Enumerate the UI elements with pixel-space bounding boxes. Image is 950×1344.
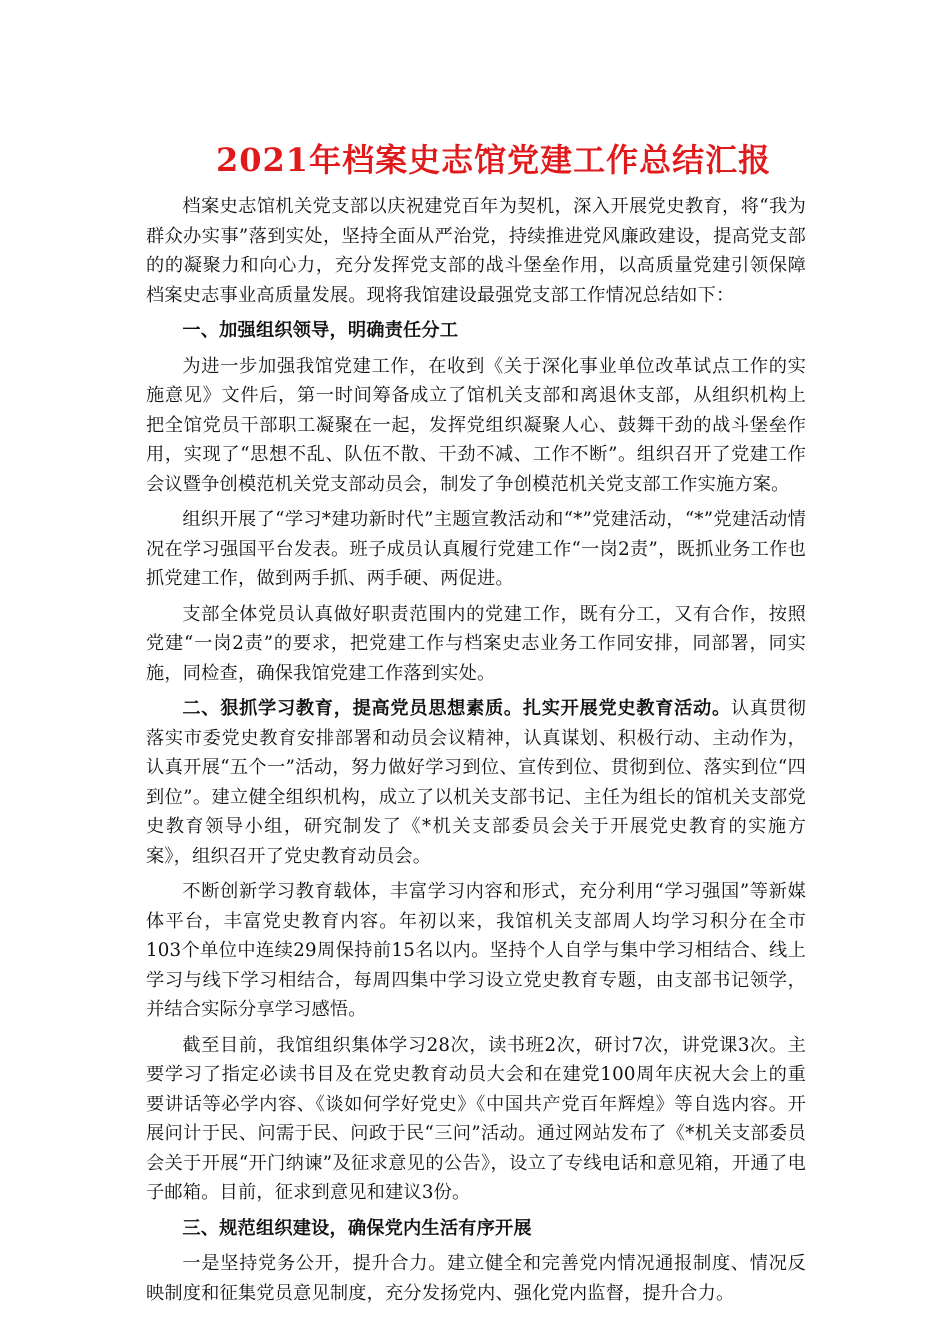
section2-paragraph-1-text: 认真贯彻落实市委党史教育安排部署和动员会议精神，认真谋划、积极行动、主动作为，认真开展“五个一”活动，努力做好学习到位、宣传到位、贯彻到位、落实到位“四到位”。建立健全组织机构，成立了以机关支部书记、主任为组长的馆机关支部党史教育领导小组，研究制发了《*机关支部委员会关于开展党史教育的实施方案》，组织召开了党史教育动员会。 — [146, 698, 806, 867]
section1-paragraph-1: 为进一步加强我馆党建工作，在收到《关于深化事业单位改革试点工作的实施意见》文件后，第一时间筹备成立了馆机关支部和离退休支部，从组织机构上把全馆党员干部职工凝聚在一起，发挥党组织凝聚人心、鼓舞干劲的战斗堡垒作用，实现了“思想不乱、队伍不散、干劲不减、工作不断”。组织召开了党建工作会议暨争创模范机关党支部动员会，制发了争创模范机关党支部工作实施方案。 — [146, 355, 806, 495]
section2-paragraph-1 — [146, 694, 806, 871]
section2-paragraph-2: 不断创新学习教育载体，丰富学习内容和形式，充分利用“学习强国”等新媒体平台，丰富党史教育内容。年初以来，我馆机关支部周人均学习积分在全市103个单位中连续29周保持前15名以内。坚持个人自学与集中学习相结合、线上学习与线下学习相结合，每周四集中学习设立党史教育专题，由支部书记领学，并结合实际分享学习感悟。 — [146, 881, 806, 1020]
section1-heading: 一、加强组织领导，明确责任分工 — [182, 320, 459, 341]
section1-paragraph-3: 支部全体党员认真做好职责范围内的党建工作，既有分工，又有合作，按照党建“一岗2责”的要求，把党建工作与档案史志业务工作同安排，同部署，同实施，同检查，确保我馆党建工作落到实处。 — [146, 603, 806, 684]
section3-heading: 三、规范组织建设，确保党内生活有序开展 — [182, 1217, 532, 1239]
section2-paragraph-3: 截至目前，我馆组织集体学习28次，读书班2次，研讨7次，讲党课3次。主要学习了指定必读书目及在党史教育动员大会和在建党100周年庆祝大会上的重要讲话等必学内容、《谈如何学好党史》《中国共产党百年辉煌》等自选内容。开展问计于民、问需于民、问政于民“三问”活动。通过网站发布了《*机关支部委员会关于开展“开门纳谏”及征求意见的公告》，设立了专线电话和意见箱，开通了电子邮箱。目前，征求到意见和建议3份。 — [146, 1034, 806, 1203]
document-page — [146, 138, 806, 1308]
section3-paragraph-1: 一是坚持党务公开，提升合力。建立健全和完善党内情况通报制度、情况反映制度和征集党员意见制度，充分发扬党内、强化党内监督，提升合力。 — [146, 1253, 806, 1304]
section1-paragraph-2: 组织开展了“学习*建功新时代”主题宣教活动和“*”党建活动，“*”党建活动情况在学习强国平台发表。班子成员认真履行党建工作“一岗2责”，既抓业务工作也抓党建工作，做到两手抓、两手硬、两促进。 — [146, 509, 806, 589]
intro-paragraph: 档案史志馆机关党支部以庆祝建党百年为契机，深入开展党史教育，将“我为群众办实事”落到实处，坚持全面从严治党，持续推进党风廉政建设，提高党支部的的凝聚力和向心力，充分发挥党支部的战斗堡垒作用，以高质量党建引领保障档案史志事业高质量发展。现将我馆建设最强党支部工作情况总结如下： — [146, 196, 806, 306]
section2-lead: 二、狠抓学习教育，提高党员思想素质。扎实开展党史教育活动。 — [182, 698, 731, 719]
document-title: 2021年档案史志馆党建工作总结汇报 — [216, 141, 772, 179]
